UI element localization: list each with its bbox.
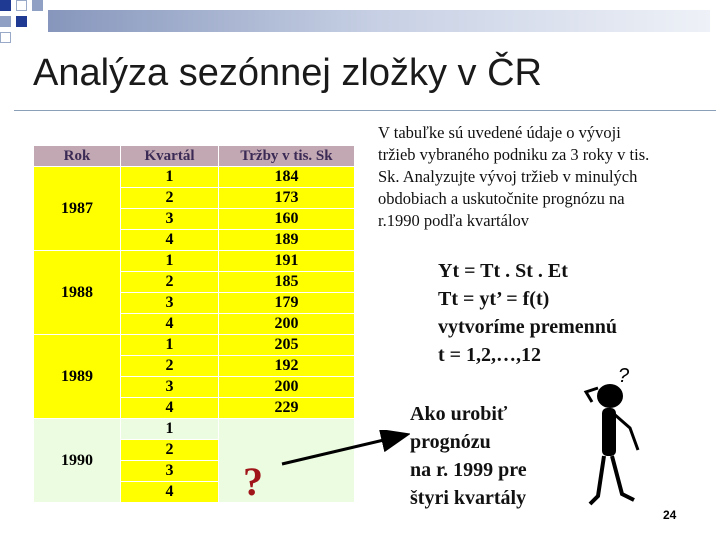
- arrow-icon: [270, 430, 410, 470]
- forecast-question-mark: ?: [243, 459, 263, 504]
- quarter-cell: 4: [121, 314, 219, 335]
- sales-cell: 200: [219, 314, 355, 335]
- quarter-cell: 1: [121, 335, 219, 356]
- question-line: prognózu: [410, 431, 491, 453]
- header-trzby: Tržby v tis. Sk: [219, 146, 355, 167]
- formula-line: t = 1,2,…,12: [438, 344, 542, 366]
- quarter-cell: 3: [121, 377, 219, 398]
- description-line: r.1990 podľa kvartálov: [378, 211, 530, 230]
- year-cell: 1989: [34, 335, 121, 419]
- sales-cell: 184: [219, 167, 355, 188]
- sales-cell: 160: [219, 209, 355, 230]
- quarter-cell: 4: [121, 398, 219, 419]
- quarter-cell: 2: [121, 356, 219, 377]
- sales-cell: 173: [219, 188, 355, 209]
- quarter-cell: 3: [121, 461, 219, 482]
- sales-cell: 200: [219, 377, 355, 398]
- header-rok: Rok: [34, 146, 121, 167]
- quarter-cell: 2: [121, 188, 219, 209]
- header-kvartal: Kvartál: [121, 146, 219, 167]
- quarter-cell: 1: [121, 251, 219, 272]
- question-line: na r. 1999 pre: [410, 459, 527, 481]
- task-description: [378, 122, 718, 232]
- year-cell: 1987: [34, 167, 121, 251]
- table-row: [34, 167, 355, 188]
- slide-title: Analýza sezónnej zložky v ČR: [33, 52, 542, 94]
- quarter-cell: 2: [121, 272, 219, 293]
- figure-question-mark: ?: [618, 365, 630, 387]
- table-row: [34, 335, 355, 356]
- formula-line: vytvoríme premennú: [438, 316, 618, 338]
- thinking-figure-icon: [572, 358, 672, 518]
- quarter-cell: 2: [121, 440, 219, 461]
- year-cell: 1988: [34, 251, 121, 335]
- table-header-row: [34, 146, 355, 167]
- question-line: Ako urobiť: [410, 403, 508, 425]
- year-cell: 1990: [34, 419, 121, 503]
- sales-cell: 191: [219, 251, 355, 272]
- description-line: tržieb vybraného podniku za 3 roky v tis.: [378, 145, 650, 164]
- description-line: V tabuľke sú uvedené údaje o vývoji: [378, 123, 621, 142]
- quarter-cell: 1: [121, 167, 219, 188]
- description-line: Sk. Analyzujte vývoj tržieb v minulých: [378, 167, 638, 186]
- forecast-question: [410, 400, 527, 512]
- formula-line: Tt = yt’ = f(t): [438, 288, 550, 310]
- model-formula: [438, 257, 617, 369]
- quarter-cell: 1: [121, 419, 219, 440]
- quarter-cell: 3: [121, 209, 219, 230]
- formula-line: Yt = Tt . St . Et: [438, 260, 568, 282]
- sales-cell: 192: [219, 356, 355, 377]
- sales-cell: 185: [219, 272, 355, 293]
- title-divider: [14, 110, 716, 111]
- quarter-cell: 3: [121, 293, 219, 314]
- sales-cell: 229: [219, 398, 355, 419]
- description-line: obdobiach a uskutočnite prognózu na: [378, 189, 625, 208]
- sales-cell: 189: [219, 230, 355, 251]
- quarter-cell: 4: [121, 482, 219, 503]
- quarter-cell: 4: [121, 230, 219, 251]
- question-line: štyri kvartály: [410, 487, 527, 509]
- table-row: [34, 251, 355, 272]
- sales-cell: 179: [219, 293, 355, 314]
- sales-cell: 205: [219, 335, 355, 356]
- page-number: 24: [663, 508, 677, 522]
